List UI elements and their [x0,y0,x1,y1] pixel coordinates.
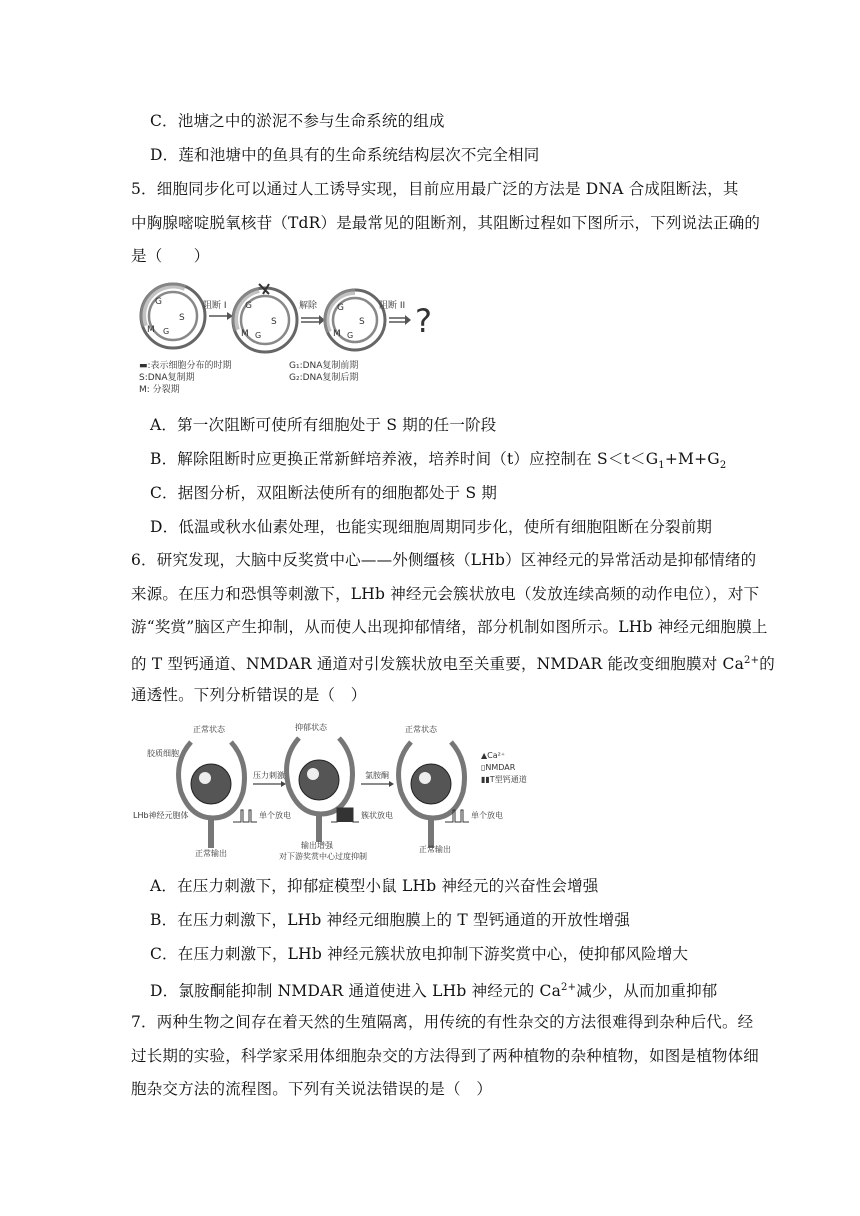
q6-stem-line-2: 来源。在压力和恐惧等刺激下，LHb 神经元会簇状放电（发放连续高频的动作电位），对下 [131,585,760,603]
q6-option-d: D．氯胺酮能抑制 NMDAR 通道使进入 LHb 神经元的 $Ca^{2+}$减少，从而加重抑郁 [150,982,718,1001]
svg-text:G: G [337,303,344,313]
svg-text:对下游奖赏中心过度抑制: 对下游奖赏中心过度抑制 [279,852,367,861]
neuron-normal-1 [179,742,245,848]
svg-text:M: M [241,329,249,339]
q5-stem-line-1: 5．细胞同步化可以通过人工诱导实现，目前应用最广泛的方法是 DNA 合成阻断法，其 [131,180,739,198]
svg-text:压力刺激: 压力刺激 [253,771,285,780]
svg-text:G: G [245,301,252,311]
svg-text:S: S [271,317,277,327]
q5-option-b: B．解除阻断时应更换正常新鲜培养液，培养时间（t）应控制在 $S<t<G_1+M+G_2$ [150,450,727,472]
cell-cycle-diagram-2 [233,284,297,352]
q7-stem-line-3: 胞杂交方法的流程图。下列有关说法错误的是（ ） [131,1080,493,1098]
svg-text:G: G [155,297,162,307]
legend-g1: G₁:DNA复制前期 [289,361,359,371]
svg-text:G: G [255,331,262,340]
svg-text:M: M [147,325,155,335]
q6-option-c: C．在压力刺激下，LHb 神经元簇状放电抑制下游奖赏中心，使抑郁风险增大 [150,945,689,963]
svg-text:M: M [333,329,341,339]
q6-stem-line-5: 通透性。下列分析错误的是（ ） [131,686,367,704]
lhb-neuron-figure [133,722,533,864]
svg-text:解除: 解除 [299,301,318,311]
q5-stem-line-3: 是（ ） [131,247,210,265]
q6-option-b: B．在压力刺激下，LHb 神经元细胞膜上的 T 型钙通道的开放性增强 [150,911,631,929]
svg-text:正常状态: 正常状态 [193,725,225,734]
q4-option-c: C．池塘之中的淤泥不参与生命系统的组成 [150,112,445,130]
svg-text:G: G [347,331,354,340]
svg-text:输出增强: 输出增强 [301,841,333,850]
svg-text:单个放电: 单个放电 [471,811,503,820]
svg-text:阻断 II: 阻断 II [379,301,406,311]
q5-option-c: C．据图分析，双阻断法使所有的细胞都处于 S 期 [150,484,498,502]
svg-text:阻断 I: 阻断 I [203,301,227,311]
q7-stem-line-1: 7．两种生物之间存在着天然的生殖隔离，用传统的有性杂交的方法很难得到杂种后代。经 [131,1013,754,1031]
cell-cycle-diagram-1 [141,284,205,348]
legend-tca: ▮▮T型钙通道 [481,775,527,784]
single-spike-trace-1 [233,810,257,822]
q6-stem-line-4: 的 T 型钙通道、NMDAR 通道对引发簇状放电至关重要，NMDAR 能改变细胞膜对 $Ca^{2+}$的 [131,655,775,674]
arrow-block-1 [203,299,233,320]
q6-stem-line-1: 6．研究发现，大脑中反奖赏中心——外侧缰核（LHb）区神经元的异常活动是抑郁情绪的 [131,551,757,569]
svg-text:LHb神经元胞体: LHb神经元胞体 [133,811,189,820]
cell-cycle-figure [133,282,443,396]
q4-option-d: D．莲和池塘中的鱼具有的生命系统结构层次不完全相同 [150,146,540,164]
svg-text:单个放电: 单个放电 [259,811,291,820]
legend-m: M: 分裂期 [139,385,180,395]
svg-text:S: S [179,313,185,323]
svg-text:胶质细胞: 胶质细胞 [147,749,179,758]
question-mark-icon: ? [415,302,432,340]
svg-text:氯胺酮: 氯胺酮 [365,771,389,780]
legend-shaded: ▬:表示细胞分布的时期 [139,361,232,371]
q5-option-d: D．低温或秋水仙素处理，也能实现细胞周期同步化，使所有细胞阻断在分裂前期 [150,518,713,536]
q5-option-a: A．第一次阻断可使所有细胞处于 S 期的任一阶段 [150,416,497,434]
legend-g2: G₂:DNA复制后期 [289,373,359,383]
neuron-normal-2 [399,742,465,848]
svg-text:G: G [163,327,170,336]
cell-cycle-diagram-3 [325,290,385,350]
q5-stem-line-2: 中胸腺嘧啶脱氧核苷（TdR）是最常见的阻断剂，其阻断过程如下图所示，下列说法正确的 [131,214,761,232]
svg-text:簇状放电: 簇状放电 [361,811,393,820]
arrow-release [299,299,325,325]
q6-stem-line-3: 游“奖赏”脑区产生抑制，从而使人出现抑郁情绪，部分机制如图所示。LHb 神经元细胞膜上 [131,618,768,636]
svg-text:S: S [359,317,365,327]
svg-text:正常状态: 正常状态 [405,725,437,734]
q6-option-a: A．在压力刺激下，抑郁症模型小鼠 LHb 神经元的兴奋性会增强 [150,877,599,895]
legend-s: S:DNA复制期 [139,373,195,383]
q7-stem-line-2: 过长期的实验，科学家采用体细胞杂交的方法得到了两种植物的杂种植物，如图是植物体细 [131,1047,760,1065]
neuron-depressed [287,738,353,842]
legend-ca: ▲Ca²⁺ [481,751,506,760]
svg-text:抑郁状态: 抑郁状态 [295,723,327,732]
svg-text:正常输出: 正常输出 [419,845,451,854]
svg-text:正常输出: 正常输出 [195,849,227,858]
legend-nmdar: ▯NMDAR [481,763,516,772]
